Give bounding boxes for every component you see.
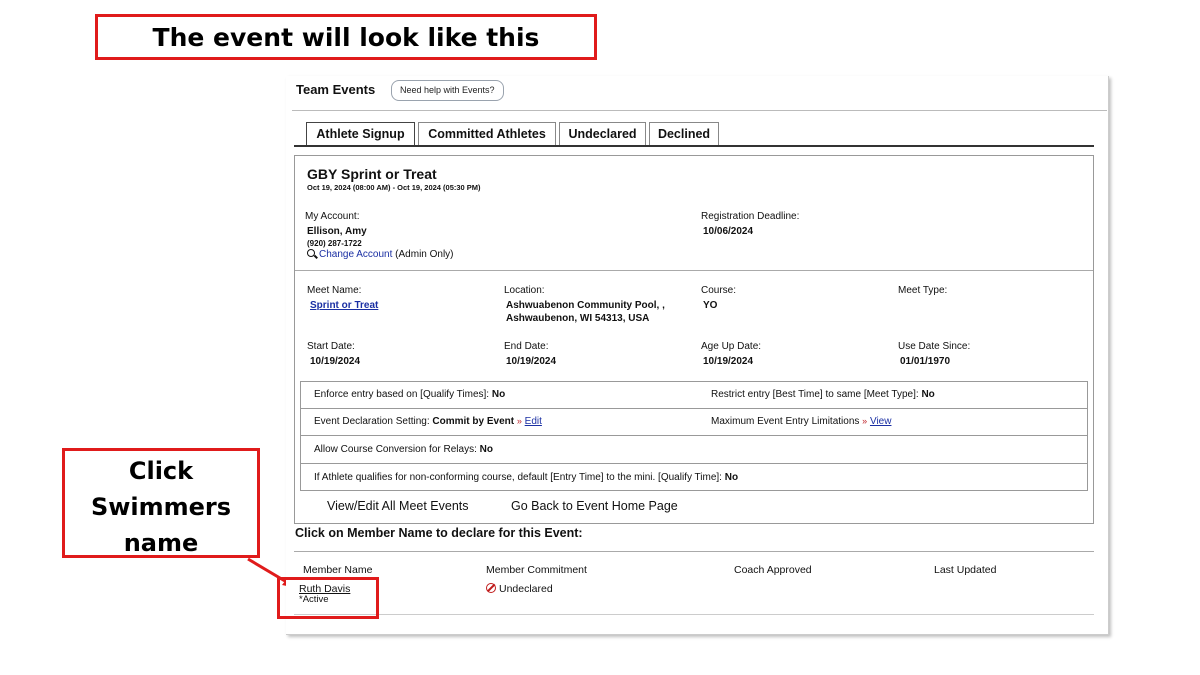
member-status: *Active <box>299 594 329 605</box>
account-phone: (920) 287-1722 <box>307 239 362 248</box>
col-member-commitment: Member Commitment <box>486 564 587 576</box>
restrict-entry-label: Restrict entry [Best Time] to same [Meet Type]: <box>711 389 919 400</box>
start-date-label: Start Date: <box>307 341 355 352</box>
rules-row-divider <box>301 435 1087 436</box>
start-date-value: 10/19/2024 <box>310 356 361 367</box>
declaration-rule <box>314 416 542 427</box>
max-entry-rule <box>711 416 891 427</box>
member-name-highlight <box>277 577 379 619</box>
declaration-label: Event Declaration Setting: <box>314 416 430 427</box>
callout-line-2: Swimmers <box>90 493 232 521</box>
nonconforming-rule <box>314 472 738 483</box>
location-label: Location: <box>504 285 545 296</box>
change-account-link[interactable]: Change Account <box>319 249 393 260</box>
member-instruction: Click on Member Name to declare for this Event: <box>295 526 583 540</box>
meet-type-label: Meet Type: <box>898 285 948 296</box>
relay-value: No <box>479 444 493 455</box>
header-divider <box>292 110 1107 111</box>
restrict-entry-value: No <box>921 389 935 400</box>
max-entry-label: Maximum Event Entry Limitations <box>711 416 860 427</box>
search-icon <box>307 249 315 257</box>
go-back-event-home-link[interactable]: Go Back to Event Home Page <box>511 499 678 513</box>
account-name: Ellison, Amy <box>307 226 367 237</box>
enforce-entry-value: No <box>491 389 506 400</box>
location-line-1: Ashwuabenon Community Pool, , <box>506 300 665 311</box>
undeclared-icon <box>486 583 496 593</box>
use-date-label: Use Date Since: <box>898 341 971 352</box>
max-entry-view-link[interactable]: View <box>869 416 892 427</box>
member-commitment-value: Undeclared <box>499 583 553 595</box>
location-line-2: Ashwaubenon, WI 54313, USA <box>506 313 650 324</box>
callout-line-1: Click <box>128 457 194 485</box>
restrict-entry-rule <box>711 389 935 400</box>
use-date-value: 01/01/1970 <box>900 356 951 367</box>
admin-only-note: (Admin Only) <box>395 249 454 260</box>
my-account-label: My Account: <box>305 211 360 222</box>
enforce-entry-label: Enforce entry based on [Qualify Times]: <box>314 389 490 400</box>
page-title: Team Events <box>296 82 376 97</box>
registration-deadline-label: Registration Deadline: <box>701 211 800 222</box>
card-divider <box>295 270 1093 271</box>
meet-name-label: Meet Name: <box>307 285 362 296</box>
course-value: YO <box>703 300 718 311</box>
meet-name-link[interactable]: Sprint or Treat <box>310 300 379 311</box>
course-label: Course: <box>701 285 737 296</box>
col-member-name: Member Name <box>303 564 373 576</box>
col-coach-approved: Coach Approved <box>734 564 812 576</box>
member-name-link[interactable]: Ruth Davis <box>299 583 351 595</box>
arrow-icon: » <box>862 416 868 426</box>
tabs-divider <box>294 145 1094 147</box>
declaration-edit-link[interactable]: Edit <box>524 416 542 427</box>
tab-committed-athletes[interactable]: Committed Athletes <box>418 122 556 145</box>
relay-label: Allow Course Conversion for Relays: <box>314 444 477 455</box>
tab-declined[interactable]: Declined <box>649 122 719 145</box>
view-edit-meet-events-link[interactable]: View/Edit All Meet Events <box>327 499 469 513</box>
event-dates: Oct 19, 2024 (08:00 AM) - Oct 19, 2024 (05:30 PM) <box>307 183 481 192</box>
help-events-button[interactable]: Need help with Events? <box>391 80 504 101</box>
members-bottom-divider <box>294 614 1094 615</box>
age-up-label: Age Up Date: <box>701 341 762 352</box>
members-divider <box>294 551 1094 552</box>
end-date-label: End Date: <box>504 341 549 352</box>
age-up-value: 10/19/2024 <box>703 356 754 367</box>
member-commitment-cell <box>486 583 553 595</box>
nonconforming-label: If Athlete qualifies for non-conforming course, default [Entry Time] to the mini. [Qualify Time]: <box>314 472 722 483</box>
relay-rule <box>314 444 493 455</box>
rules-row-divider <box>301 463 1087 464</box>
callout-click-swimmer <box>62 448 260 558</box>
col-last-updated: Last Updated <box>934 564 997 576</box>
tab-undeclared[interactable]: Undeclared <box>559 122 646 145</box>
callout-event-preview <box>95 14 597 60</box>
enforce-entry-rule <box>314 389 505 400</box>
callout-line-3: name <box>123 529 199 557</box>
end-date-value: 10/19/2024 <box>506 356 557 367</box>
event-title: GBY Sprint or Treat <box>307 166 437 182</box>
declaration-value: Commit by Event <box>432 416 515 427</box>
tab-athlete-signup[interactable]: Athlete Signup <box>306 122 415 145</box>
rules-row-divider <box>301 408 1087 409</box>
callout-event-preview-text: The event will look like this <box>152 22 540 52</box>
arrow-icon: » <box>516 416 522 426</box>
registration-deadline-value: 10/06/2024 <box>703 226 754 237</box>
change-account-row <box>307 249 454 260</box>
nonconforming-value: No <box>724 472 739 483</box>
